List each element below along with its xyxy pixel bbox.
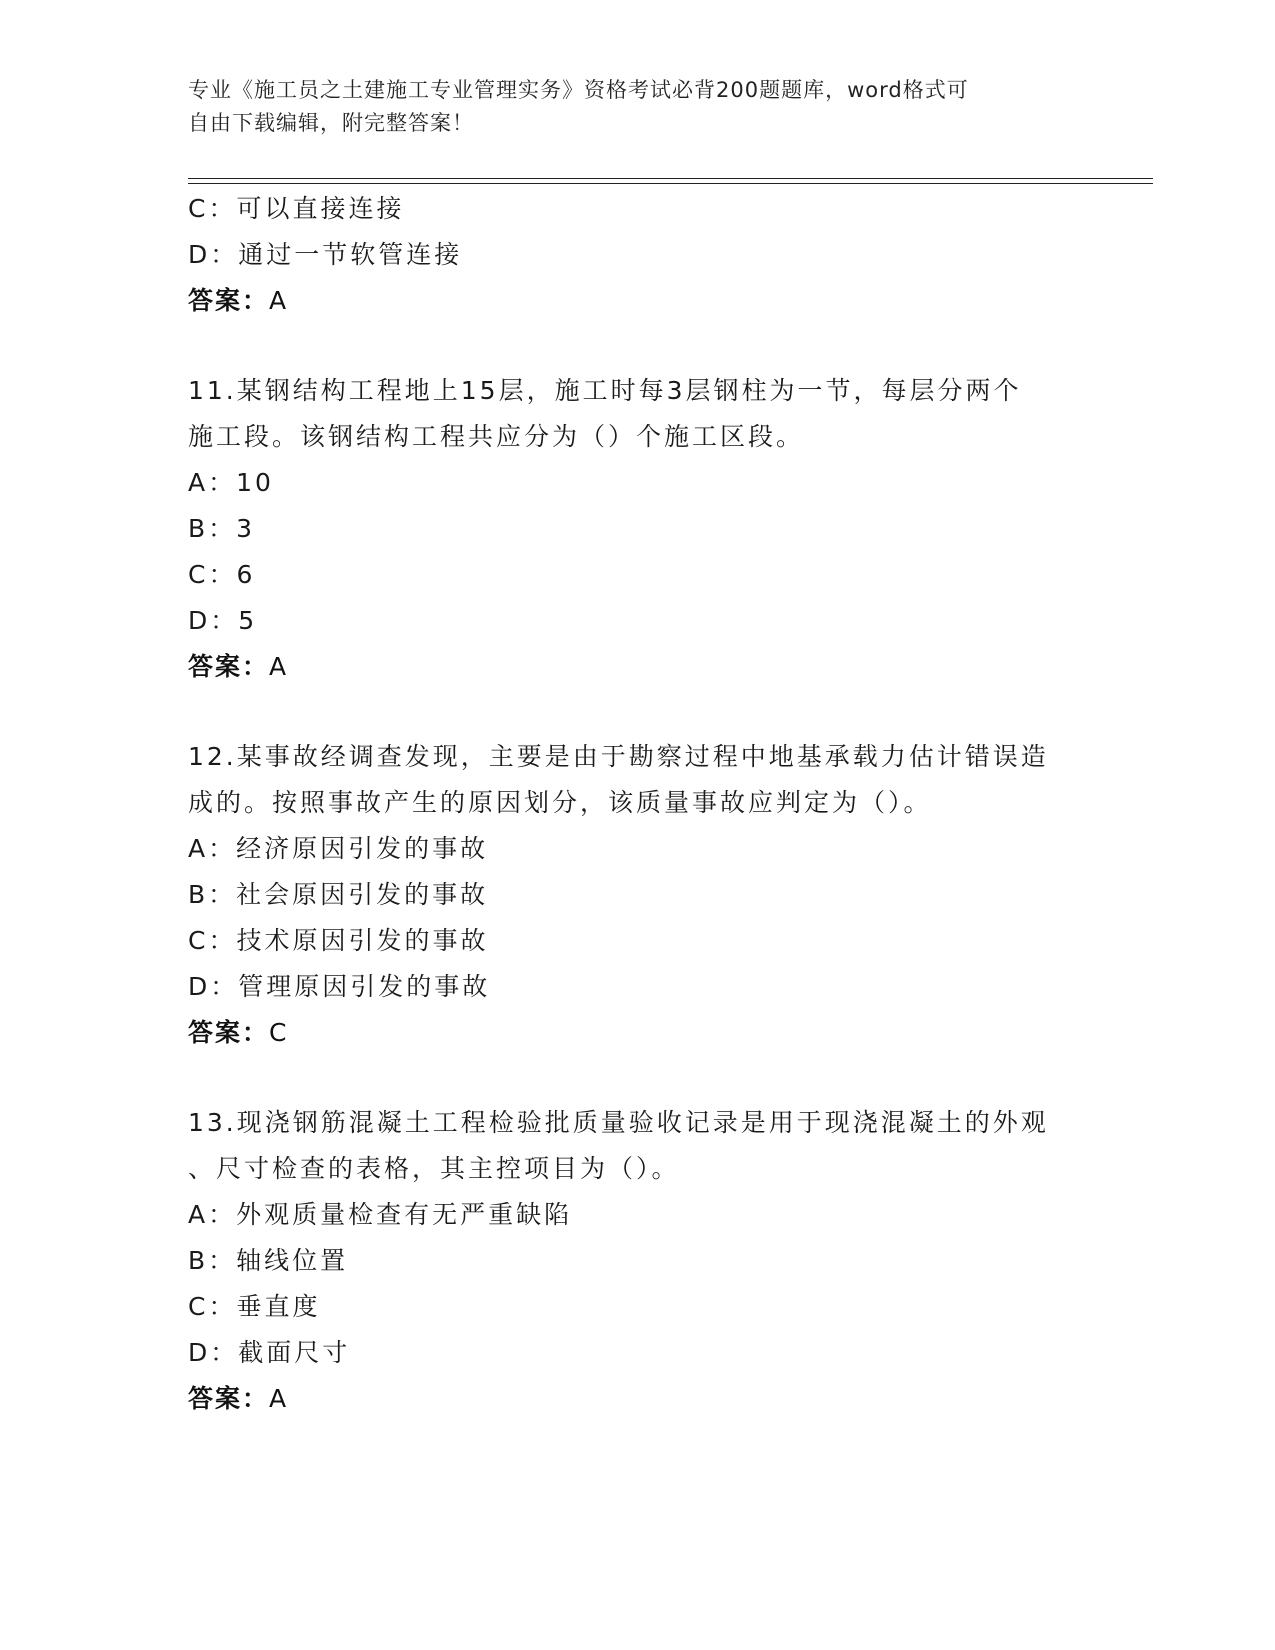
answer-value: A — [269, 286, 289, 315]
answer-label: 答案： — [188, 1384, 270, 1413]
answer-label: 答案： — [188, 652, 270, 681]
option-d: D：通过一节软管连接 — [188, 240, 463, 269]
question-12 — [188, 734, 1088, 1056]
option-b: B：社会原因引发的事故 — [188, 880, 489, 909]
option-a: A：10 — [188, 468, 274, 497]
option-b: B：3 — [188, 514, 256, 543]
question-stem-line-2: 施工段。该钢结构工程共应分为（）个施工区段。 — [188, 422, 805, 451]
answer-value: A — [269, 652, 289, 681]
option-d: D：5 — [188, 606, 258, 635]
header-title-line-1: 专业《施工员之土建施工专业管理实务》资格考试必背200题题库，word格式可 — [188, 78, 969, 102]
header-divider — [188, 178, 1153, 184]
question-continued — [188, 186, 1088, 324]
page-header — [188, 74, 1068, 140]
question-list — [188, 186, 1088, 1422]
option-c: C：可以直接连接 — [188, 194, 405, 223]
question-11 — [188, 368, 1088, 690]
answer — [188, 1010, 1088, 1056]
option-a: A：经济原因引发的事故 — [188, 834, 489, 863]
answer-label: 答案： — [188, 286, 270, 315]
answer-value: C — [269, 1018, 289, 1047]
option-b: B：轴线位置 — [188, 1246, 349, 1275]
question-13 — [188, 1100, 1088, 1422]
option-d: D：截面尺寸 — [188, 1338, 351, 1367]
question-stem-line-1: 12.某事故经调查发现，主要是由于勘察过程中地基承载力估计错误造 — [188, 742, 1049, 771]
option-c: C：6 — [188, 560, 256, 589]
question-stem-line-1: 13.现浇钢筋混凝土工程检验批质量验收记录是用于现浇混凝土的外观 — [188, 1108, 1049, 1137]
question-stem-line-1: 11.某钢结构工程地上15层，施工时每3层钢柱为一节，每层分两个 — [188, 376, 1022, 405]
answer — [188, 1376, 1088, 1422]
option-c: C：垂直度 — [188, 1292, 321, 1321]
option-c: C：技术原因引发的事故 — [188, 926, 489, 955]
option-d: D：管理原因引发的事故 — [188, 972, 491, 1001]
question-stem-line-2: 、尺寸检查的表格，其主控项目为（）。 — [188, 1154, 680, 1183]
answer-value: A — [269, 1384, 289, 1413]
answer — [188, 644, 1088, 690]
header-title-line-2: 自由下载编辑，附完整答案！ — [188, 111, 474, 135]
answer-label: 答案： — [188, 1018, 270, 1047]
question-stem-line-2: 成的。按照事故产生的原因划分，该质量事故应判定为（）。 — [188, 788, 932, 817]
option-a: A：外观质量检查有无严重缺陷 — [188, 1200, 573, 1229]
answer — [188, 278, 1088, 324]
